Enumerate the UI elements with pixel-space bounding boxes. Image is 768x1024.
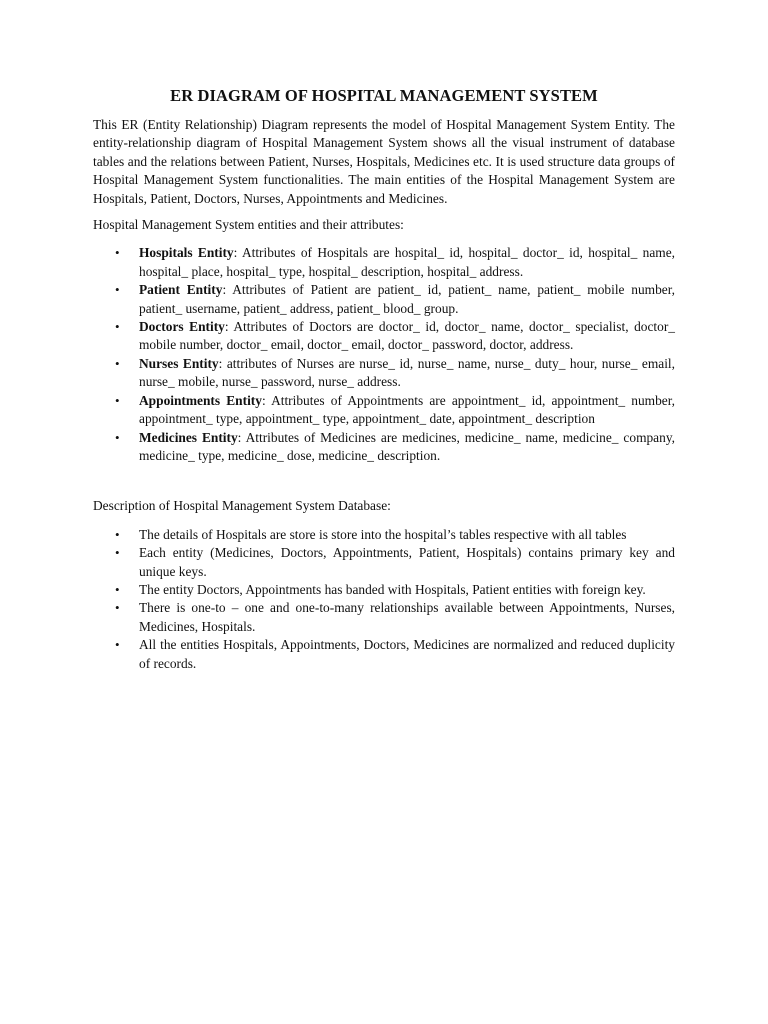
bullet-icon: •: [115, 429, 120, 445]
bullet-icon: •: [115, 245, 120, 261]
bullet-icon: •: [115, 526, 120, 542]
bullet-icon: •: [115, 581, 120, 597]
entities-heading: Hospital Management System entities and their attributes:: [93, 217, 404, 233]
description-text: Each entity (Medicines, Doctors, Appointments, Patient, Hospitals) contains primary key and unique keys.: [139, 545, 675, 579]
description-text: The entity Doctors, Appointments has banded with Hospitals, Patient entities with foreign key.: [139, 581, 646, 597]
list-item: [93, 544, 675, 581]
list-item: [93, 281, 675, 318]
descriptions-list: [93, 526, 675, 673]
bullet-icon: •: [115, 392, 120, 408]
document-title: ER DIAGRAM OF HOSPITAL MANAGEMENT SYSTEM: [170, 86, 598, 105]
list-item: [93, 636, 675, 673]
description-text: There is one-to – one and one-to-many relationships available between Appointments, Nurses, Medicines, Hospitals.: [139, 600, 675, 634]
description-heading: Description of Hospital Management System Database:: [93, 498, 391, 514]
intro-paragraph: This ER (Entity Relationship) Diagram represents the model of Hospital Management System Entity. The entity-relationship diagram of Hospital Management System shows all the visual instrument of database tables and the relations between Patient, Nurses, Hospitals, Medicines etc. It is used structure data groups of Hospital Management System functionalities. The main entities of the Hospital Management System are Hospitals, Patient, Doctors, Nurses, Appointments and Medicines.: [93, 117, 675, 206]
document-page: [93, 86, 675, 673]
entity-text: : Attributes of Patient are patient_ id, patient_ name, patient_ mobile number, patient_ username, patient_ address, patient_ blood_ group.: [139, 282, 676, 316]
entity-text: : Attributes of Medicines are medicines, medicine_ name, medicine_ company, medicine_ type, medicine_ dose, medicine_ description.: [139, 429, 675, 463]
entity-label: Hospitals Entity: [139, 245, 234, 261]
list-item: [93, 355, 675, 392]
list-item: [93, 392, 675, 429]
entity-label: Nurses Entity: [139, 355, 219, 371]
entities-list: [93, 244, 675, 465]
bullet-icon: •: [115, 600, 120, 616]
bullet-icon: •: [115, 545, 120, 561]
entity-label: Doctors Entity: [139, 319, 225, 335]
entity-text: : Attributes of Appointments are appointment_ id, appointment_ number, appointment_ type, appointment_ type, appointment_ date, appointment_ description: [139, 392, 675, 427]
list-item: [93, 526, 675, 544]
list-item: [93, 318, 675, 355]
list-item: [93, 581, 675, 599]
entity-text: : Attributes of Doctors are doctor_ id, doctor_ name, doctor_ specialist, doctor_ mobile number, doctor_ email, doctor_ email, doctor_ password, doctor, address.: [139, 319, 675, 353]
entity-label: Medicines Entity: [139, 429, 238, 445]
bullet-icon: •: [115, 319, 120, 335]
bullet-icon: •: [115, 282, 120, 298]
list-item: [93, 244, 675, 281]
entity-label: Patient Entity: [139, 282, 223, 298]
bullet-icon: •: [115, 637, 120, 653]
bullet-icon: •: [115, 355, 120, 371]
entity-text: : Attributes of Hospitals are hospital_ id, hospital_ doctor_ id, hospital_ name, hospital_ place, hospital_ type, hospital_ description, hospital_ address.: [139, 245, 675, 279]
entity-label: Appointments Entity: [139, 392, 262, 408]
list-item: [93, 599, 675, 636]
description-text: The details of Hospitals are store is store into the hospital’s tables respective with all tables: [139, 526, 627, 542]
entity-text: : attributes of Nurses are nurse_ id, nurse_ name, nurse_ duty_ hour, nurse_ email, nurse_ mobile, nurse_ password, nurse_ address.: [139, 355, 675, 390]
list-item: [93, 429, 675, 466]
description-text: All the entities Hospitals, Appointments, Doctors, Medicines are normalized and reduced duplicity of records.: [139, 637, 675, 671]
section-spacer: [93, 465, 675, 497]
